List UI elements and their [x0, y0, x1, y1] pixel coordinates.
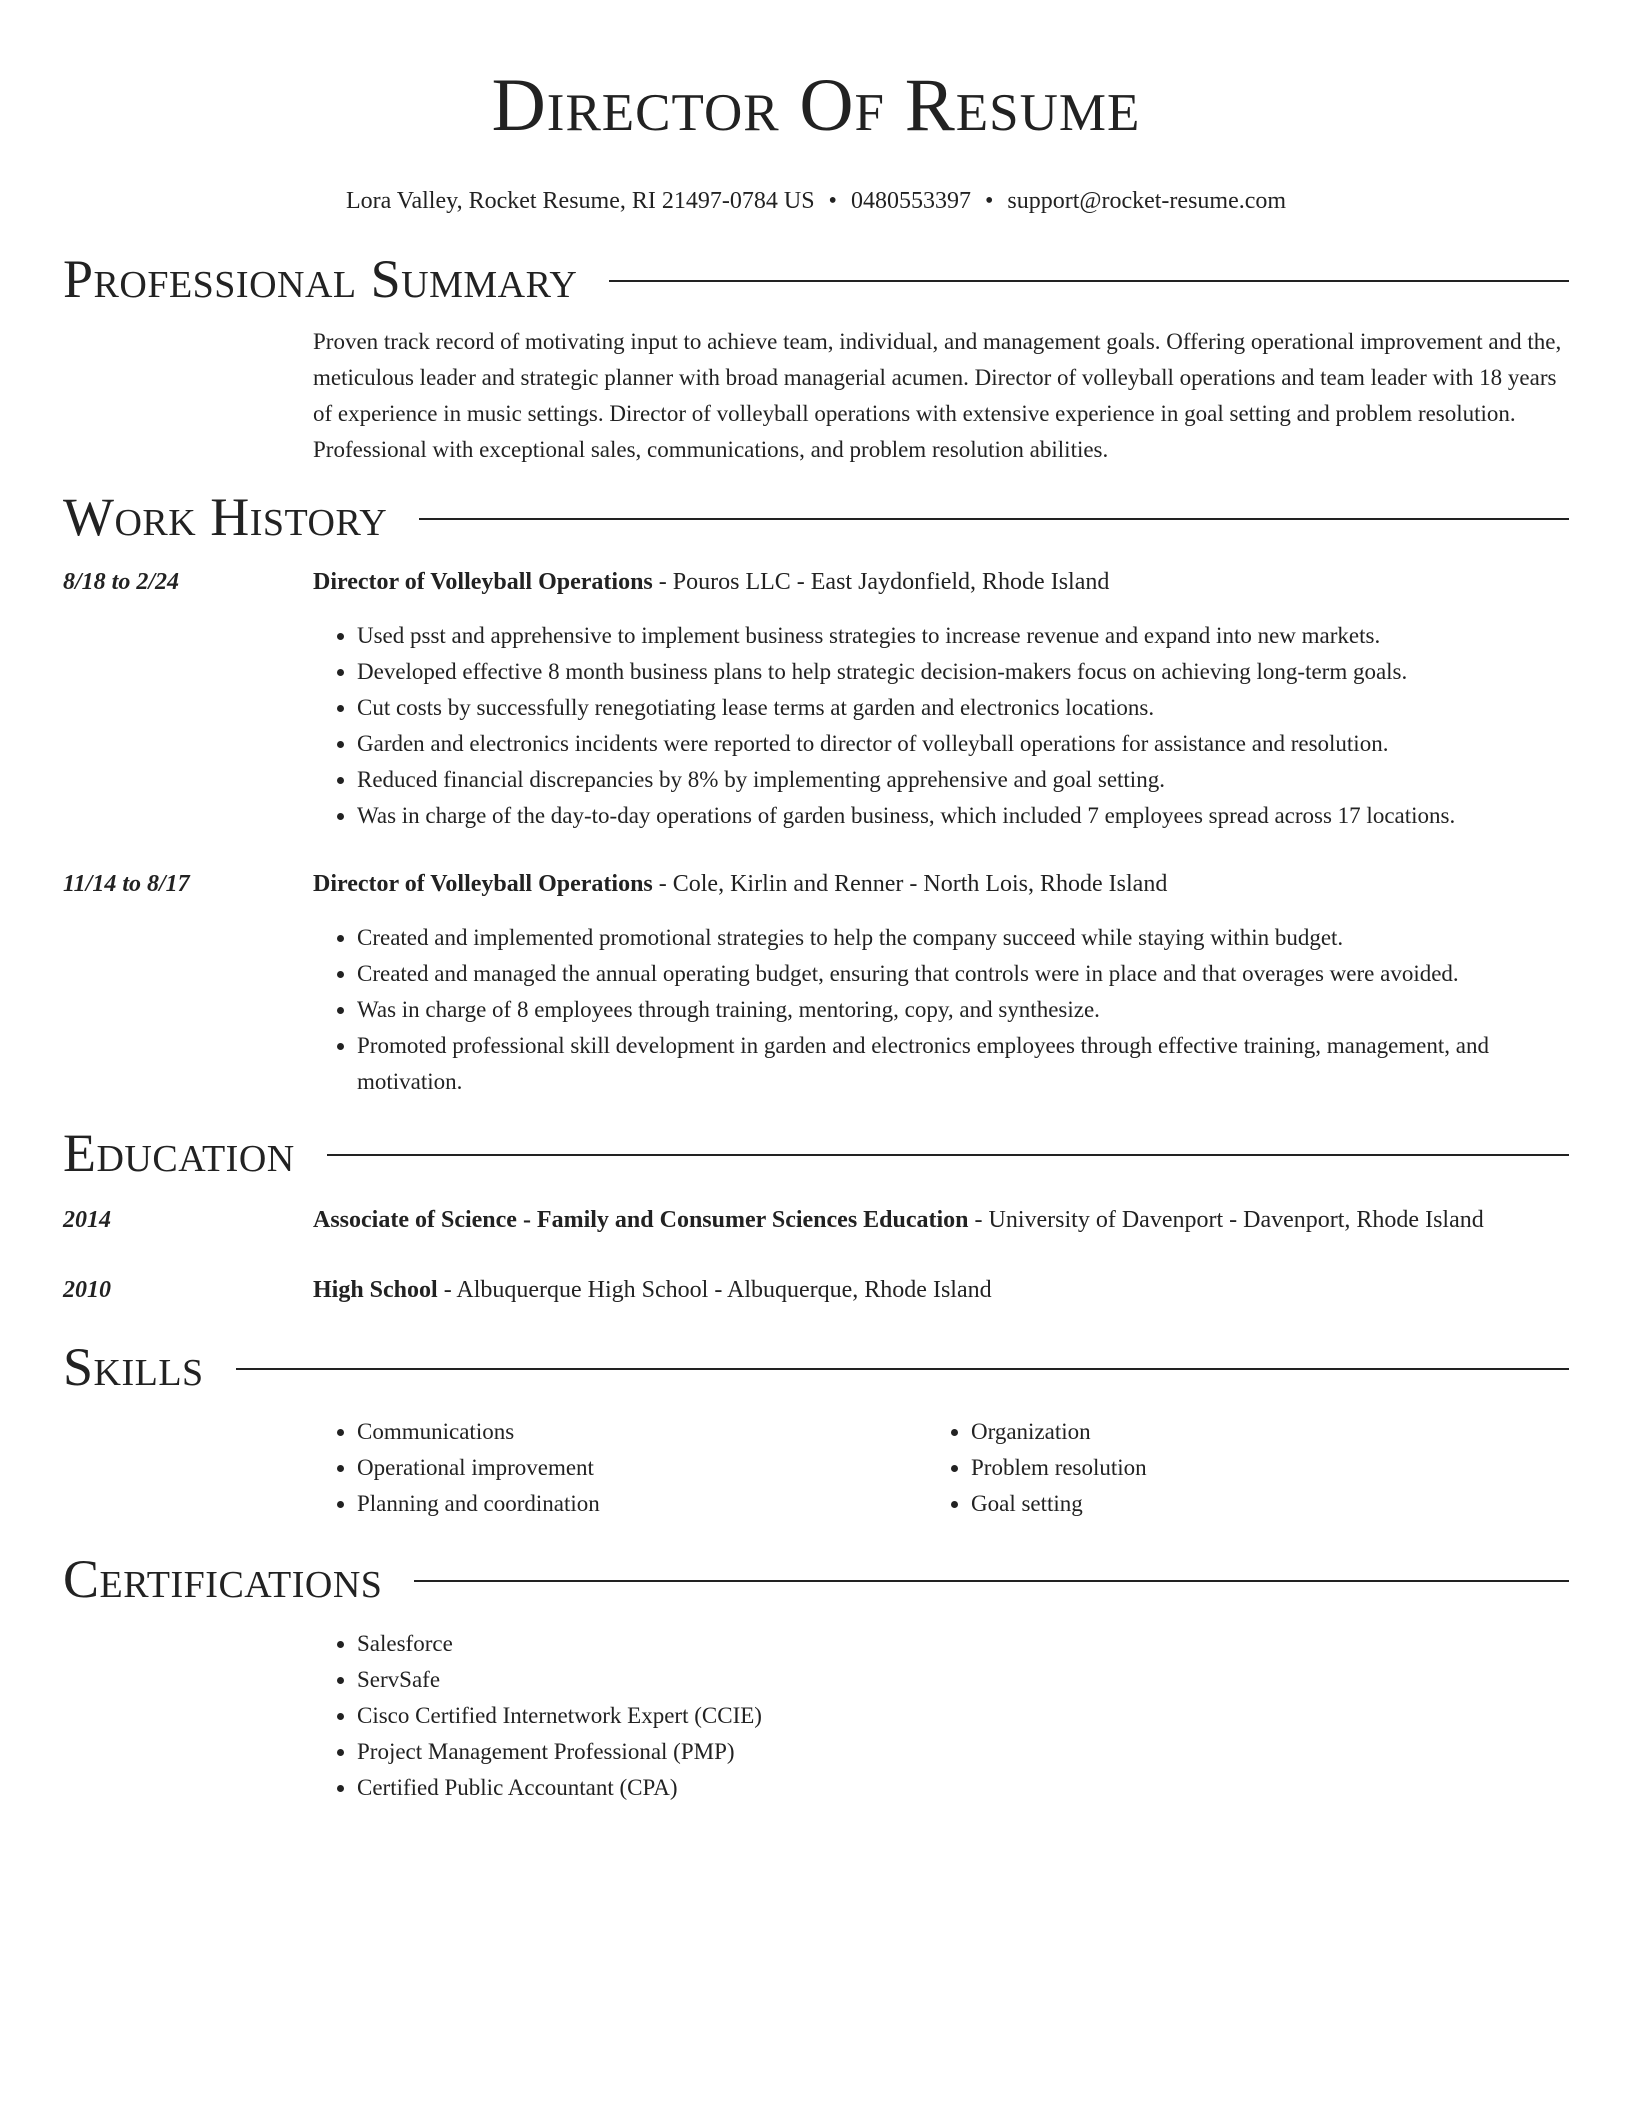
list-item: • Developed effective 8 month business plans to help strategic decision-makers focus on achieving long-term goals.: [357, 654, 1569, 690]
education-year: 2010: [63, 1277, 111, 1303]
job-bullets: [313, 618, 1569, 834]
job-dates: 11/14 to 8/17: [63, 871, 190, 897]
education-body: [313, 1200, 1569, 1240]
contact-separator: •: [984, 188, 994, 214]
list-item: • Used psst and apprehensive to implement business strategies to increase revenue and expand into new markets.: [357, 618, 1569, 654]
contact-email: support@rocket-resume.com: [1007, 188, 1287, 214]
list-item: • Operational improvement: [357, 1450, 927, 1486]
list-item: • Cut costs by successfully renegotiating lease terms at garden and electronics locations.: [357, 690, 1569, 726]
education-body: [313, 1270, 1569, 1310]
certifications-section-title: Certifications: [63, 1549, 383, 1609]
education-details: - Albuquerque High School - Albuquerque, Rhode Island: [437, 1277, 992, 1303]
education-section-header: [63, 1120, 1569, 1186]
skills-column-right: [927, 1414, 1531, 1522]
job-details: - Cole, Kirlin and Renner - North Lois, Rhode Island: [652, 871, 1168, 897]
education-entry: [63, 1270, 1569, 1310]
list-item: • ServSafe: [357, 1662, 1569, 1698]
job-entry: [63, 564, 1569, 834]
work-section-header: [63, 484, 1569, 550]
list-item: • Project Management Professional (PMP): [357, 1734, 1569, 1770]
education-degree: High School: [313, 1277, 438, 1303]
education-details: - University of Davenport - Davenport, Rhode Island: [968, 1207, 1484, 1233]
list-item: • Salesforce: [357, 1626, 1569, 1662]
contact-phone: 0480553397: [850, 188, 971, 214]
list-item: • Garden and electronics incidents were reported to director of volleyball operations for assistance and resolution.: [357, 726, 1569, 762]
section-divider: [419, 518, 1569, 520]
list-item: • Cisco Certified Internetwork Expert (CCIE): [357, 1698, 1569, 1734]
contact-line: [63, 186, 1569, 216]
list-item: • Was in charge of 8 employees through training, mentoring, copy, and synthesize.: [357, 992, 1569, 1028]
job-body: [313, 866, 1569, 1100]
summary-section-header: [63, 246, 1569, 312]
skills-column-left: [313, 1414, 927, 1522]
skills-grid: [313, 1414, 1569, 1522]
list-item: • Communications: [357, 1414, 927, 1450]
education-section-title: Education: [63, 1123, 295, 1183]
list-item: • Created and implemented promotional strategies to help the company succeed while staying within budget.: [357, 920, 1569, 956]
list-item: • Certified Public Accountant (CPA): [357, 1770, 1569, 1806]
list-item: • Created and managed the annual operating budget, ensuring that controls were in place and that overages were avoided.: [357, 956, 1569, 992]
education-degree: Associate of Science - Family and Consumer Sciences Education: [313, 1207, 969, 1233]
list-item: • Reduced financial discrepancies by 8% by implementing apprehensive and goal setting.: [357, 762, 1569, 798]
resume-name: Director Of Resume: [491, 64, 1141, 147]
section-divider: [236, 1368, 1569, 1370]
list-item: • Problem resolution: [971, 1450, 1531, 1486]
contact-separator: •: [828, 188, 837, 214]
education-year: 2014: [63, 1207, 111, 1233]
job-bullets: [313, 920, 1569, 1100]
work-section-title: Work History: [63, 487, 388, 547]
list-item: • Organization: [971, 1414, 1531, 1450]
skills-section-header: [63, 1334, 1569, 1400]
list-item: • Goal setting: [971, 1486, 1531, 1522]
section-divider: [414, 1580, 1569, 1582]
certifications-list: [313, 1626, 1569, 1806]
summary-text: Proven track record of motivating input to achieve team, individual, and management goals. Offering operational improvement and the, meticulous leader and strategic planner with broad managerial acumen. Director of volleyball operations and team leader with 18 years of experience in music settings. Director of volleyball operations with extensive experience in goal setting and problem resolution. Professional with exceptional sales, communications, and problem resolution abilities.: [313, 329, 1562, 462]
skills-section-title: Skills: [63, 1337, 204, 1397]
job-position: Director of Volleyball Operations: [313, 871, 653, 897]
job-body: [313, 564, 1569, 834]
job-details: - Pouros LLC - East Jaydonfield, Rhode Island: [652, 569, 1110, 595]
job-entry: [63, 866, 1569, 1100]
summary-section-title: Professional Summary: [63, 249, 578, 309]
job-title-line: [313, 564, 1569, 600]
section-divider: [609, 280, 1569, 282]
job-position: Director of Volleyball Operations: [313, 569, 653, 595]
list-item: • Planning and coordination: [357, 1486, 927, 1522]
list-item: • Was in charge of the day-to-day operations of garden business, which included 7 employees spread across 17 locations.: [357, 798, 1569, 834]
job-dates: 8/18 to 2/24: [63, 569, 180, 595]
list-item: • Promoted professional skill development in garden and electronics employees through effective training, management, and motivation.: [357, 1028, 1569, 1100]
job-title-line: [313, 866, 1569, 902]
education-entry: [63, 1200, 1569, 1240]
certifications-section-header: [63, 1546, 1569, 1612]
contact-address: Lora Valley, Rocket Resume, RI 21497-0784 US: [345, 188, 815, 214]
section-divider: [327, 1154, 1569, 1156]
